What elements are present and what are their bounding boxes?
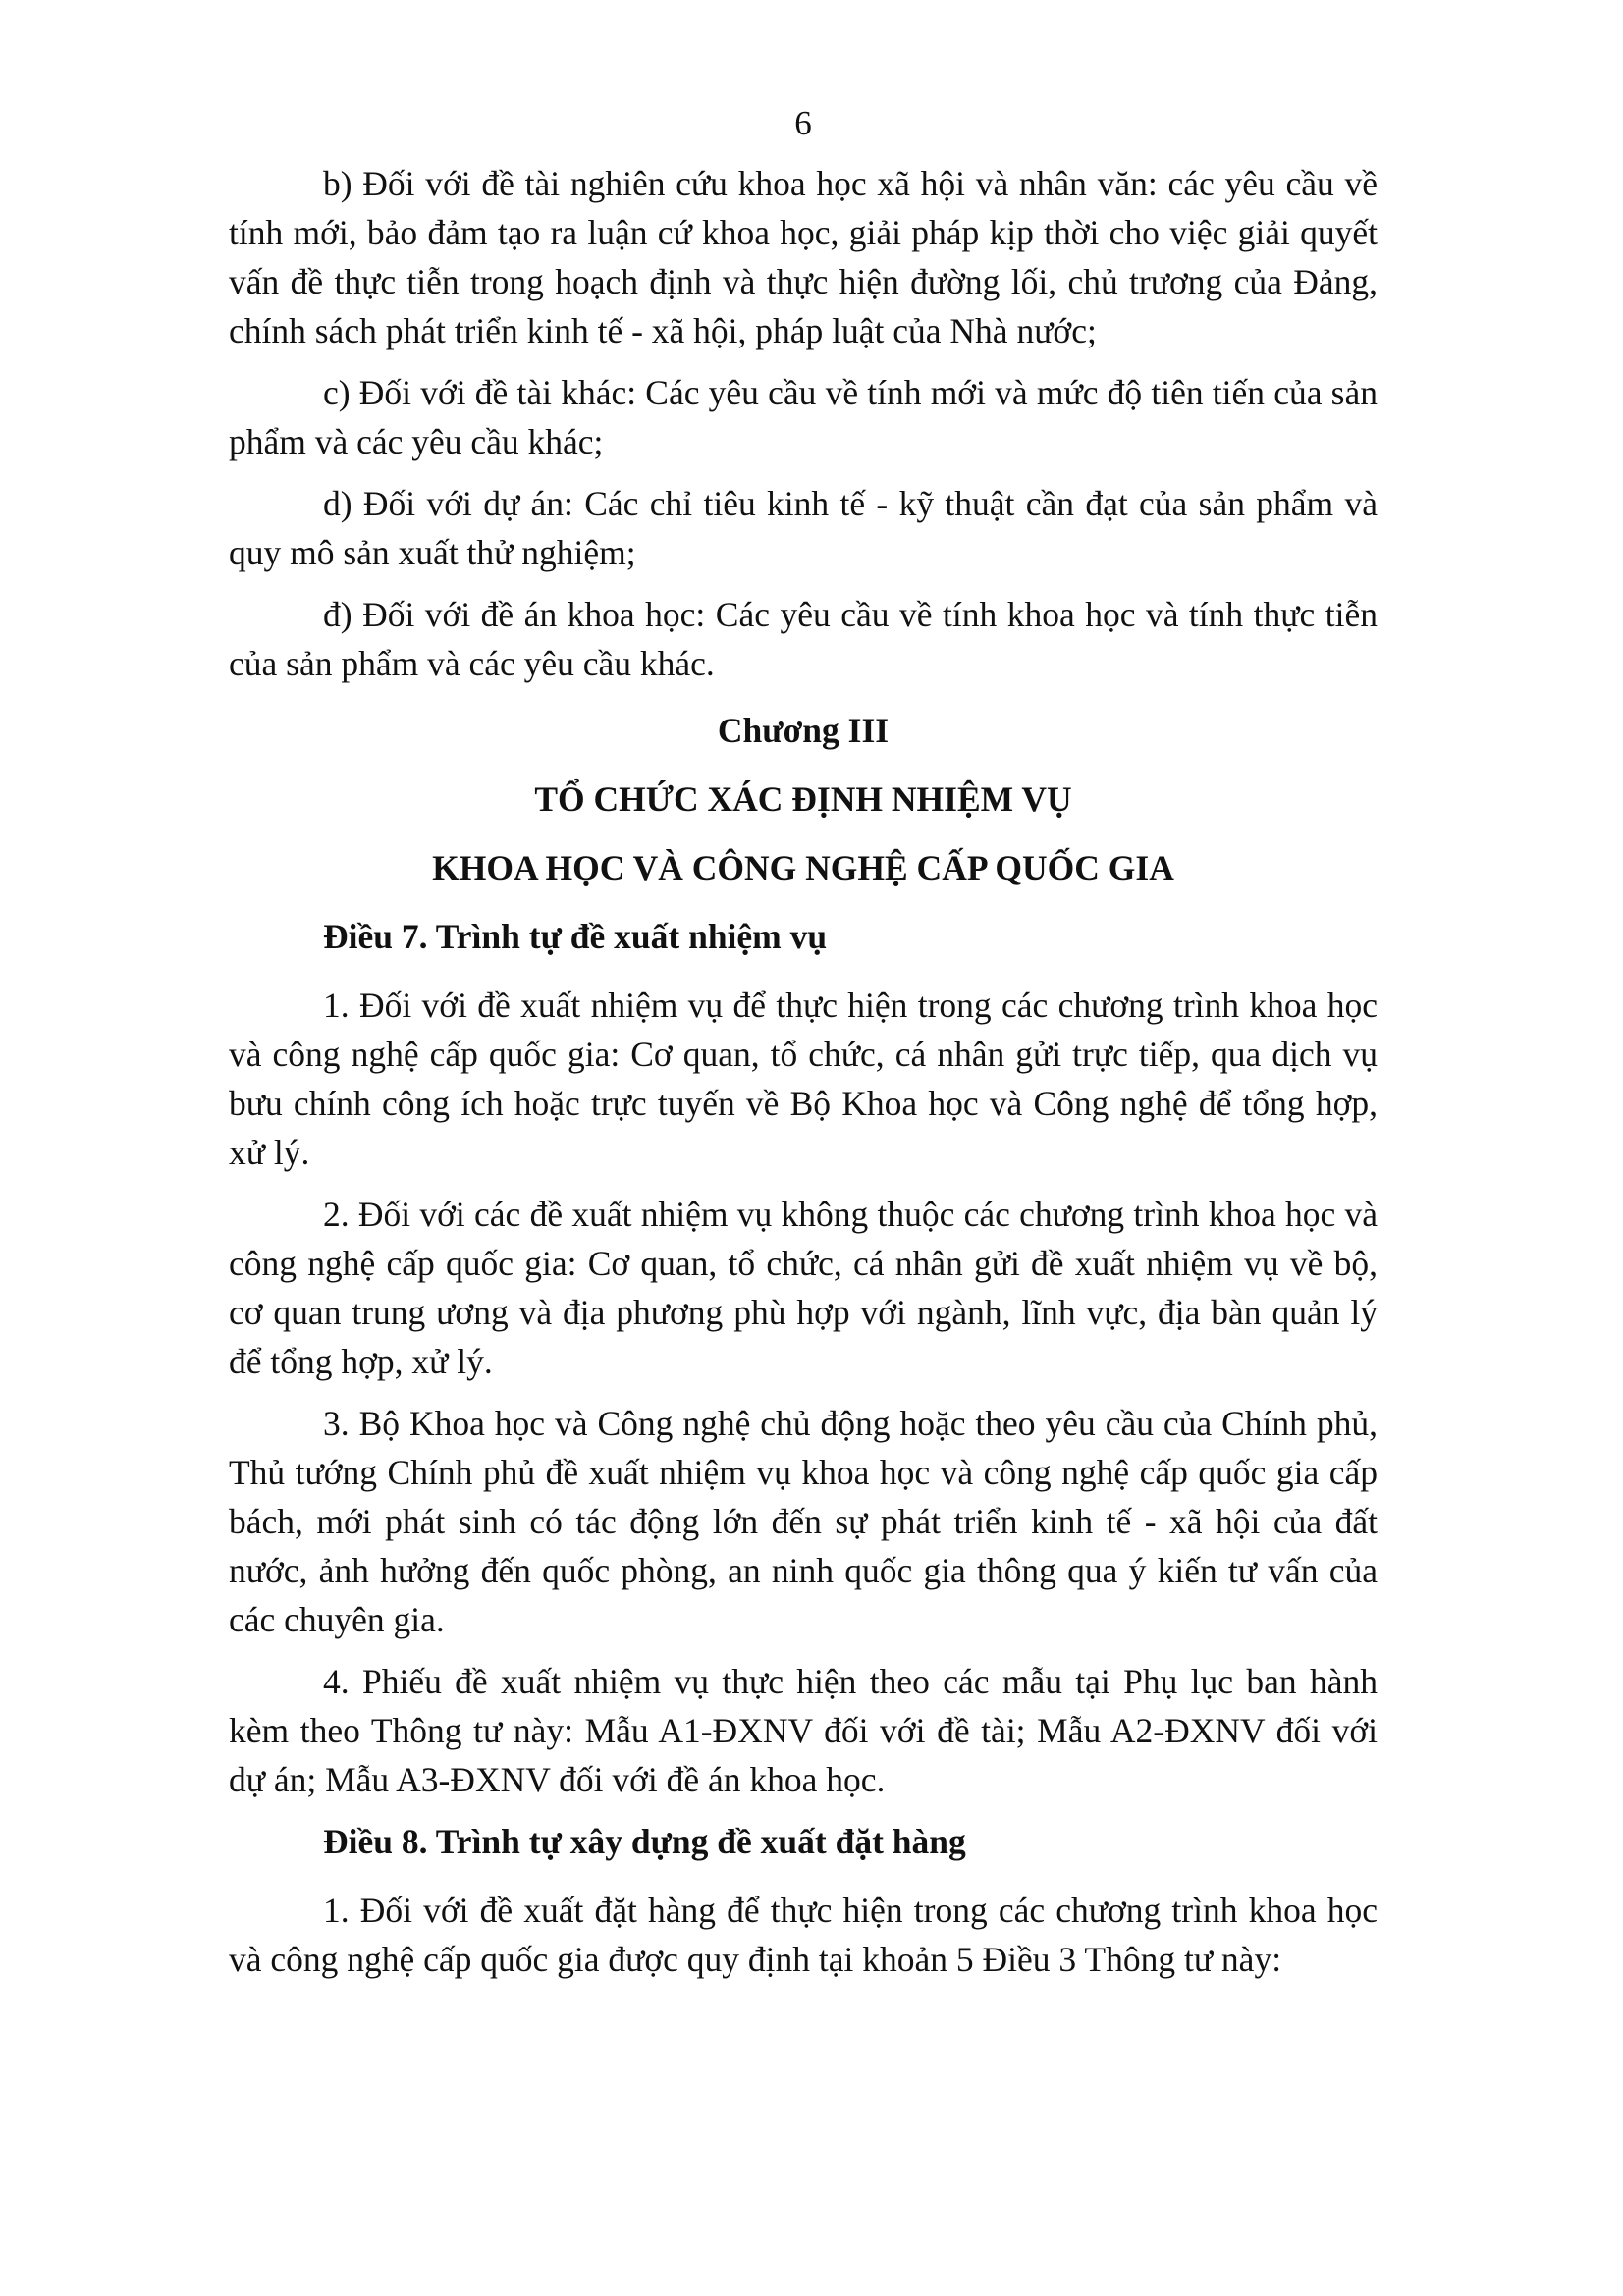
article-7-clause-2: 2. Đối với các đề xuất nhiệm vụ không thuộc các chương trình khoa học và công nghệ cấp quốc gia: Cơ quan, tổ chức, cá nhân gửi đề xuất nhiệm vụ về bộ, cơ quan trung ương và địa phương phù hợp với ngành, lĩnh vực, địa bàn quản lý để tổng hợp, xử lý. <box>229 1195 1378 1381</box>
page-number: 6 <box>794 104 812 142</box>
paragraph-d: d) Đối với dự án: Các chỉ tiêu kinh tế - kỹ thuật cần đạt của sản phẩm và quy mô sản xuất thử nghiệm; <box>229 484 1378 572</box>
chapter-heading-line-1: TỔ CHỨC XÁC ĐỊNH NHIỆM VỤ <box>534 779 1072 819</box>
chapter-heading-line-2: KHOA HỌC VÀ CÔNG NGHỆ CẤP QUỐC GIA <box>432 848 1174 887</box>
paragraph-b: b) Đối với đề tài nghiên cứu khoa học xã hội và nhân văn: các yêu cầu về tính mới, bảo đảm tạo ra luận cứ khoa học, giải pháp kịp thời cho việc giải quyết vấn đề thực tiễn trong hoạch định và thực hiện đường lối, chủ trương của Đảng, chính sách phát triển kinh tế - xã hội, pháp luật của Nhà nước; <box>229 164 1378 350</box>
article-7-heading: Điều 7. Trình tự đề xuất nhiệm vụ <box>323 917 828 956</box>
document-page <box>229 98 1378 1997</box>
chapter-title: Chương III <box>717 711 890 750</box>
article-7-clause-3: 3. Bộ Khoa học và Công nghệ chủ động hoặc theo yêu cầu của Chính phủ, Thủ tướng Chính phủ đề xuất nhiệm vụ khoa học và công nghệ cấp quốc gia cấp bách, mới phát sinh có tác động lớn đến sự phát triển kinh tế - xã hội của đất nước, ảnh hưởng đến quốc phòng, an ninh quốc gia thông qua ý kiến tư vấn của các chuyên gia. <box>229 1404 1378 1639</box>
paragraph-dd: đ) Đối với đề án khoa học: Các yêu cầu về tính khoa học và tính thực tiễn của sản phẩm và các yêu cầu khác. <box>229 595 1378 683</box>
paragraph-c: c) Đối với đề tài khác: Các yêu cầu về tính mới và mức độ tiên tiến của sản phẩm và các yêu cầu khác; <box>229 373 1378 461</box>
article-8-clause-1: 1. Đối với đề xuất đặt hàng để thực hiện trong các chương trình khoa học và công nghệ cấp quốc gia được quy định tại khoản 5 Điều 3 Thông tư này: <box>229 1891 1378 1979</box>
article-8-heading: Điều 8. Trình tự xây dựng đề xuất đặt hàng <box>323 1822 966 1861</box>
article-7-clause-4: 4. Phiếu đề xuất nhiệm vụ thực hiện theo các mẫu tại Phụ lục ban hành kèm theo Thông tư này: Mẫu A1-ĐXNV đối với đề tài; Mẫu A2-ĐXNV đối với dự án; Mẫu A3-ĐXNV đối với đề án khoa học. <box>229 1662 1378 1799</box>
article-7-clause-1: 1. Đối với đề xuất nhiệm vụ để thực hiện trong các chương trình khoa học và công nghệ cấp quốc gia: Cơ quan, tổ chức, cá nhân gửi trực tiếp, qua dịch vụ bưu chính công ích hoặc trực tuyến về Bộ Khoa học và Công nghệ để tổng hợp, xử lý. <box>229 986 1378 1172</box>
